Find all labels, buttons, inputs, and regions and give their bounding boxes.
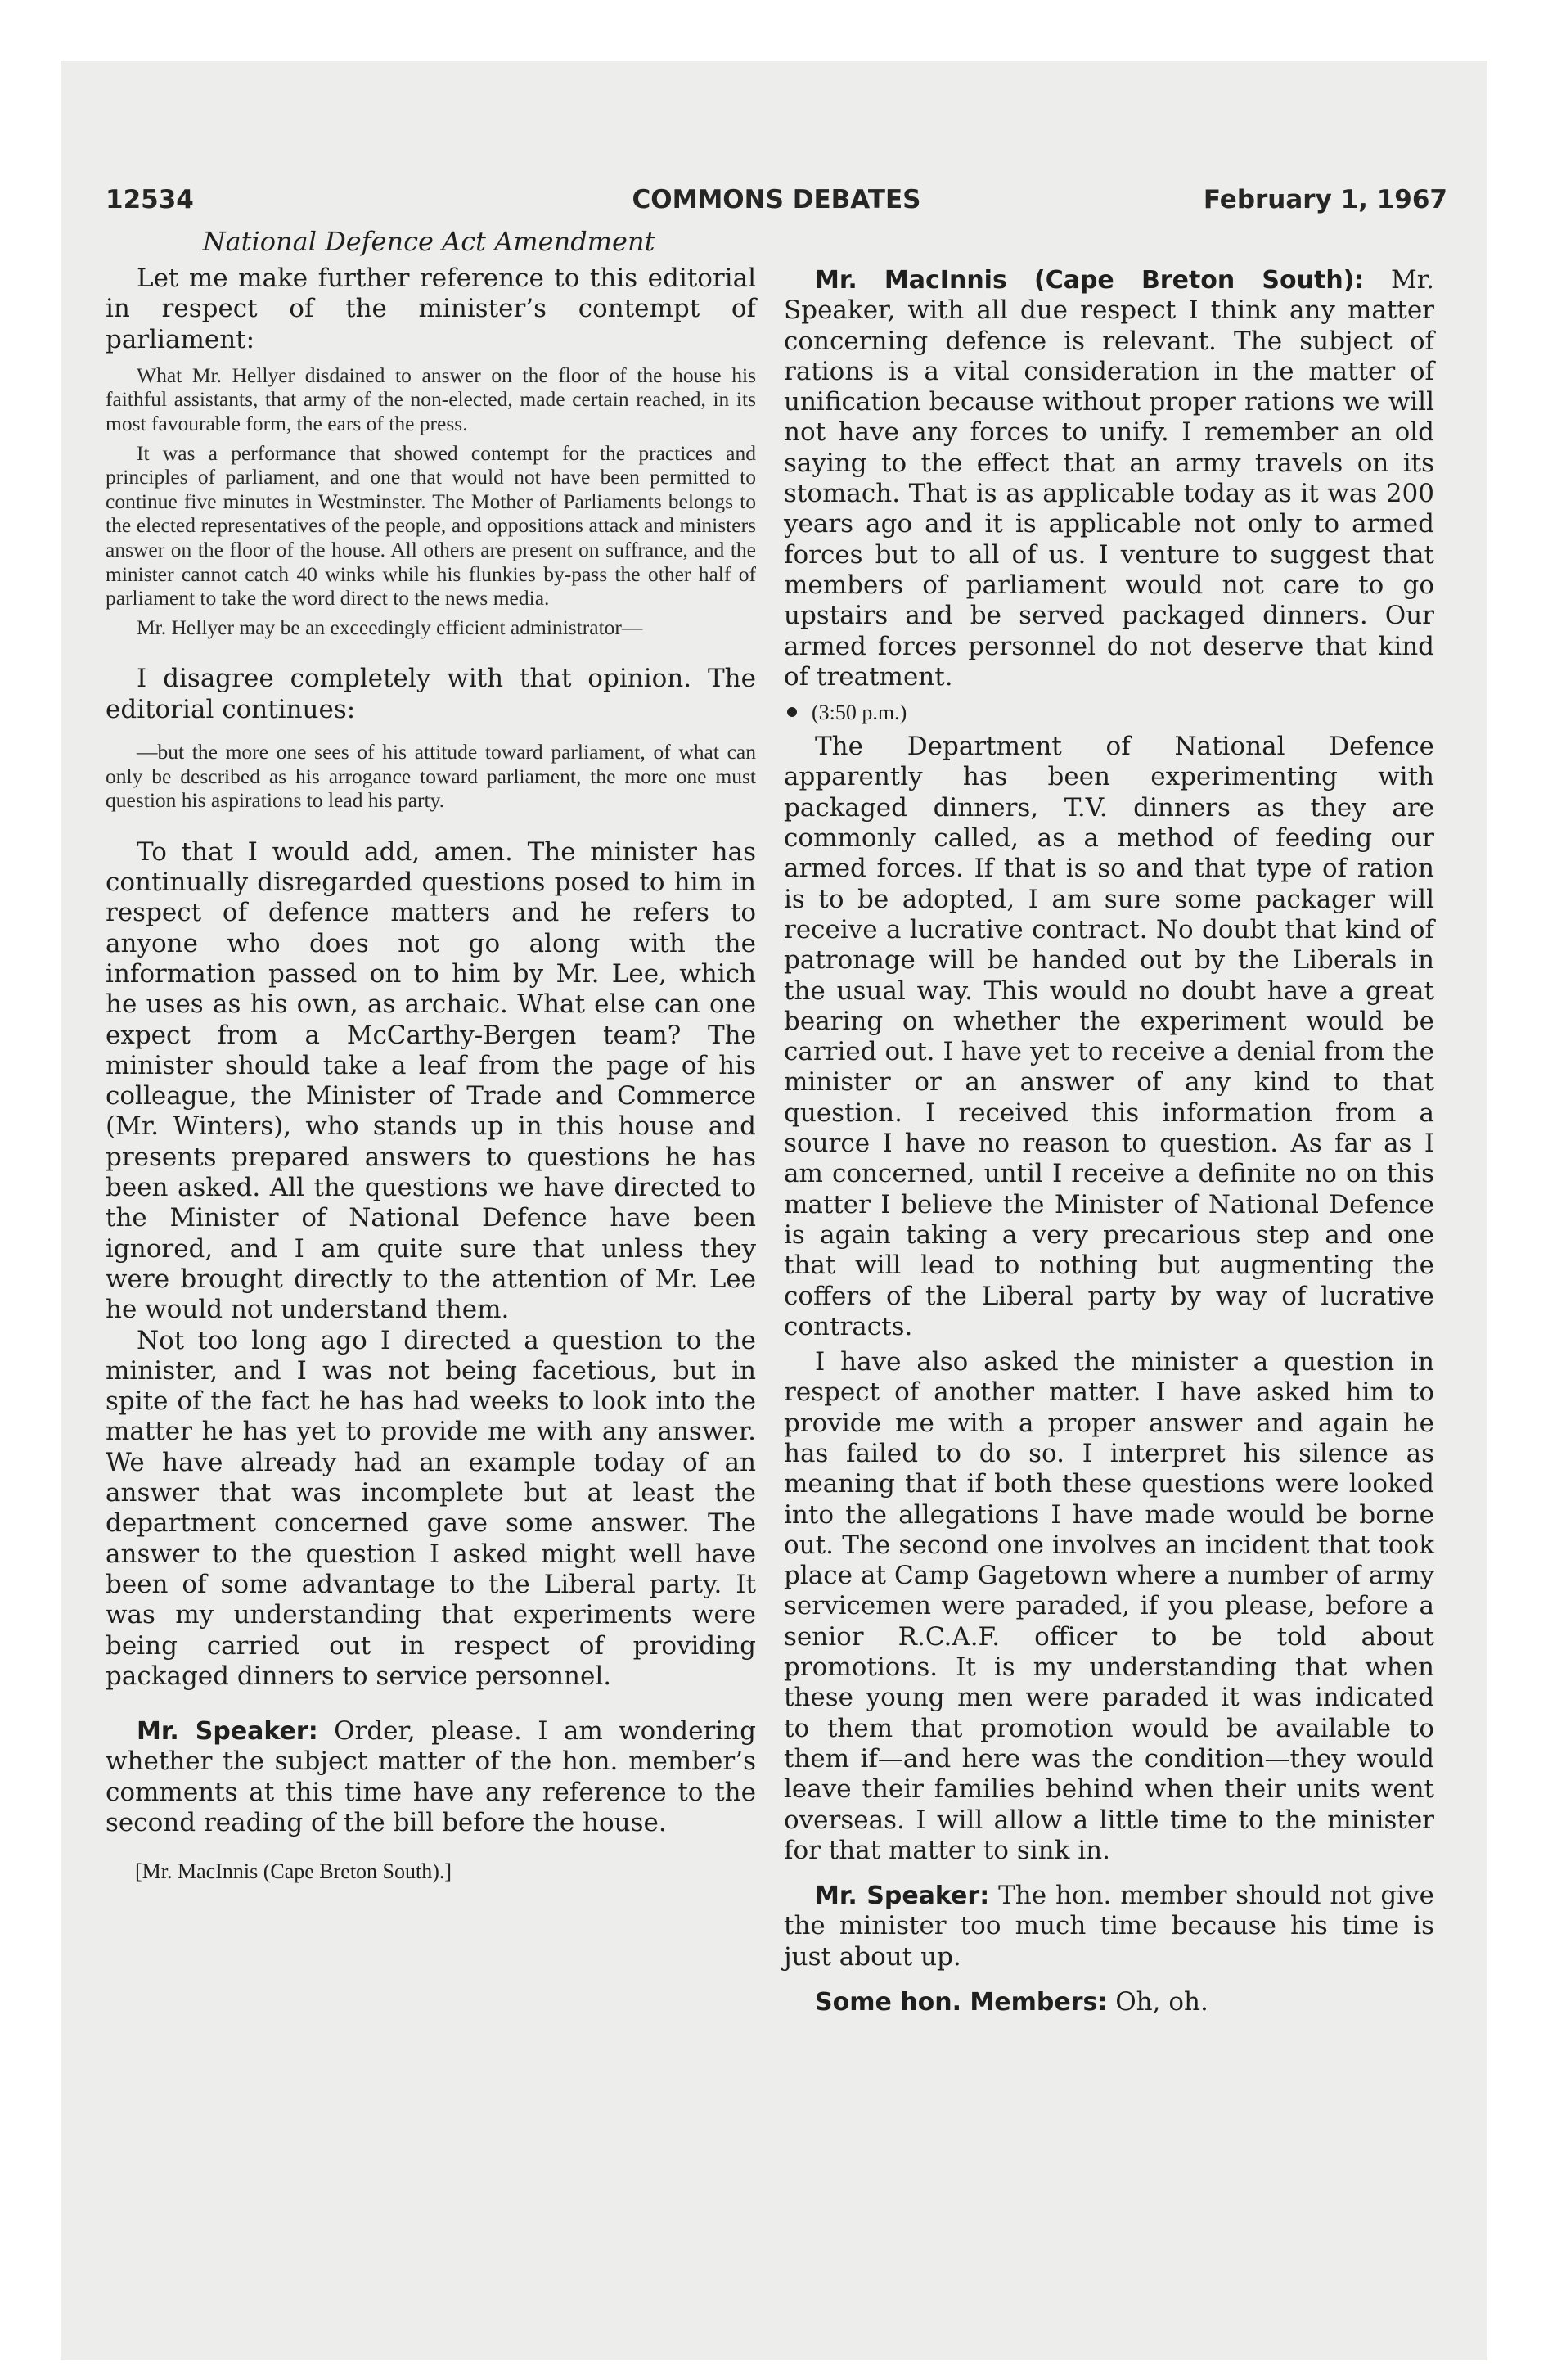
paragraph: Not too long ago I directed a question to the minister, and I was not being facetious, but in spite of the fact he has had weeks to look into the matter he has yet to provide me with any answer. We have already had an example today of an answer that was incomplete but at least the department concerned gave some answer. The answer to the question I asked might well have been of some advantage to the Liberal party. It was my understanding that experiments were being carried out in respect of providing packaged dinners to service personnel. (106, 1325, 756, 1691)
right-column (784, 265, 1434, 2017)
timestamp: (3:50 p.m.) (784, 699, 1434, 727)
paragraph: To that I would add, amen. The minister has continually disregarded questions posed to him in respect of defence matters and he refers to anyone who does not go along with the information passed on to him by Mr. Lee, which he uses as his own, as archaic. What else can one expect from a McCarthy-Bergen team? The minister should take a leaf from the page of his colleague, the Minister of Trade and Commerce (Mr. Winters), who stands up in this house and presents prepared answers to questions he has been asked. All the questions we have directed to the Minister of National Defence have been ignored, and I am quite sure that unless they were brought directly to the attention of Mr. Lee he would not understand them. (106, 836, 756, 1325)
speaker-attribution: [Mr. MacInnis (Cape Breton South).] (135, 1859, 452, 1884)
speaker-text: The hon. member should not give the minister too much time because his time is just about up. (784, 1881, 1435, 1972)
speaker-text: Mr. Speaker, with all due respect I think any matter concerning defence is relevant. The subject of rations is a vital consideration in the matter of unification because without proper rations we will not have any forces to unify. I remember an old saying to the effect that an army travels on its stomach. That is as applicable today as it was 200 years ago and it is applicable not only to armed forces but to all of us. I venture to suggest that members of parliament would not care to go upstairs and be served packaged dinners. Our armed forces personnel do not deserve that kind of treatment. (784, 265, 1434, 692)
publication-title: COMMONS DEBATES (632, 185, 921, 214)
speaker-paragraph (106, 1716, 756, 1838)
quoted-paragraph: What Mr. Hellyer disdained to answer on the floor of the house his faithful assistants, that army of the non-elected, made certain reached, in its most favourable form, the ears of the press. (106, 363, 756, 436)
quoted-paragraph: It was a performance that showed contempt for the practices and principles of parliament, and one that would not have been permitted to continue five minutes in Westminster. The Mother of Parliaments belongs to the elected representatives of the people, and oppositions attack and ministers answer on the floor of the house. All others are present on suffrance, and the minister cannot catch 40 winks while his flunkies by-pass the other half of parliament to take the word direct to the news media. (106, 440, 756, 611)
section-subheading: National Defence Act Amendment (202, 226, 655, 257)
speaker-text: Order, please. I am wondering whether the subject matter of the hon. member’s comments at this time have any reference to the second reading of the bill before the house. (106, 1716, 756, 1837)
speaker-paragraph (784, 265, 1434, 692)
paragraph: The Department of National Defence apparently has been experimenting with packaged dinners, T.V. dinners as they are commonly called, as a method of feeding our armed forces. If that is so and that type of ration is to be adopted, I am sure some packager will receive a lucrative contract. No doubt that kind of patronage will be handed out by the Liberals in the usual way. This would no doubt have a great bearing on whether the experiment would be carried out. I have yet to receive a denial from the minister or an answer of any kind to that question. I received this information from a source I have no reason to question. As far as I am concerned, until I receive a definite no on this matter I believe the Minister of National Defence is again taking a very precarious step and one that will lead to nothing but augmenting the coffers of the Liberal party by way of lucrative contracts. (784, 732, 1434, 1341)
speaker-text: Oh, oh. (1107, 1987, 1208, 2017)
speaker-paragraph (784, 1881, 1434, 1972)
paragraph: I disagree completely with that opinion. The editorial continues: (106, 664, 756, 724)
left-column (106, 264, 756, 1886)
speaker-name: Mr. Speaker: (137, 1717, 318, 1747)
paragraph: I have also asked the minister a question in respect of another matter. I have asked him to provide me with a proper answer and again he has failed to do so. I interpret his silence as meaning that if both these questions were looked into the allegations I have made would be borne out. The second one involves an incident that took place at Camp Gagetown where a number of army servicemen were paraded, if you please, before a senior R.C.A.F. officer to be told about promotions. It is my understanding that when these young men were paraded it was indicated to them that promotion would be available to them if—and here was the condition—they would leave their families behind when their units went overseas. I will allow a little time to the minister for that matter to sink in. (784, 1347, 1434, 1865)
speaker-name: Some hon. Members: (815, 1988, 1108, 2017)
speaker-name: Mr. MacInnis (Cape Breton South): (815, 266, 1365, 295)
speaker-paragraph (784, 1987, 1434, 2017)
page-header (106, 185, 1447, 228)
paragraph: Let me make further reference to this editorial in respect of the minister’s contempt of parliament: (106, 264, 756, 354)
page-date: February 1, 1967 (1203, 185, 1447, 214)
page-number: 12534 (106, 185, 194, 214)
bullet-icon (787, 707, 797, 717)
speaker-name: Mr. Speaker: (815, 1882, 990, 1911)
quoted-paragraph: Mr. Hellyer may be an exceedingly efficient administrator— (137, 615, 643, 639)
quoted-paragraph: —but the more one sees of his attitude toward parliament, of what can only be described as his arrogance toward parliament, the more one must question his aspirations to lead his party. (106, 740, 756, 813)
